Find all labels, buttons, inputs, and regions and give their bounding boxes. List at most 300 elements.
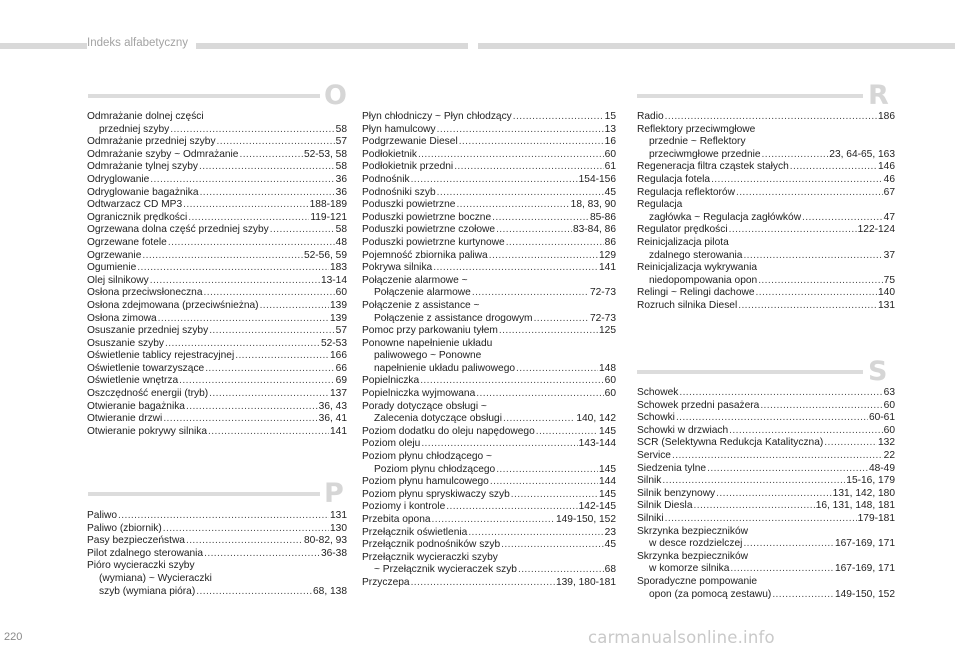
section-header-p [88, 478, 358, 509]
index-entry-pages: 141 [330, 425, 347, 437]
index-entry [362, 363, 616, 376]
index-entry-continuation: paliwowego ~ Ponowne [374, 350, 482, 362]
index-entry-label: Silnik Diesla [637, 500, 693, 512]
dot-leader [456, 199, 569, 212]
index-entry [87, 250, 347, 263]
index-entry [87, 548, 347, 561]
index-entry-label: opon (za pomocą zestawu) [649, 588, 772, 600]
index-entry [87, 212, 347, 225]
index-entry-label: niedopompowania opon [649, 274, 758, 286]
index-entry-label: Oświetlenie wnętrza [87, 375, 179, 387]
index-entry-label: Pojemność zbiornika paliwa [362, 249, 488, 261]
index-entry-heading: Poziom płynu chłodzącego ~ [362, 451, 492, 463]
dot-leader [662, 475, 845, 488]
index-entry-label: Rozruch silnika Diesel [637, 299, 738, 311]
dot-leader [707, 463, 868, 476]
index-entry-label: zdalnego sterowania [649, 249, 743, 261]
index-entry-label: SCR (Selektywna Redukcja Katalityczna) [637, 437, 824, 449]
index-entry-label: Poziom płynu hamulcowego [362, 476, 489, 488]
index-entry [637, 250, 895, 263]
index-entry [362, 124, 616, 137]
dot-leader [760, 400, 882, 413]
dot-leader [418, 149, 604, 162]
index-entry-pages: 80-82, 93 [303, 535, 347, 547]
dot-leader [511, 489, 598, 502]
index-entry-pages: 146 [878, 161, 895, 173]
index-entry-label: Otwieranie bagażnika [87, 400, 185, 412]
dot-leader [536, 426, 598, 439]
index-entry-pages: 186 [878, 111, 895, 122]
index-entry [87, 523, 347, 536]
index-entry-pages: 22 [883, 449, 895, 461]
index-entry-label: Otwieranie drzwi [87, 413, 163, 425]
dot-leader [205, 363, 334, 376]
index-entry-pages: 75 [883, 274, 895, 286]
index-entry-label: Poziom dodatku do oleju napędowego [362, 425, 535, 437]
index-column-r [637, 111, 895, 313]
index-entry [637, 387, 895, 400]
dot-leader [170, 124, 334, 137]
index-entry [362, 187, 616, 200]
dot-leader [420, 375, 603, 388]
index-entry [87, 161, 347, 174]
dot-leader [758, 275, 882, 288]
index-entry-pages: 36, 41 [318, 413, 347, 425]
index-entry-pages: 188-189 [309, 199, 347, 211]
section-header-r [637, 80, 897, 111]
index-entry-label: Podnośnik [362, 173, 410, 185]
index-entry-pages: 142-145 [578, 501, 616, 513]
index-entry-pages: 68, 138 [313, 585, 347, 597]
index-entry-label: Relingi ~ Relingi dachowe [637, 287, 755, 299]
index-entry-pages: 13 [604, 123, 616, 135]
index-entry [362, 174, 616, 187]
index-entry-label: napełnienie układu paliwowego [374, 362, 516, 374]
dot-leader [743, 538, 834, 551]
index-entry-label: Regulacja fotela [637, 173, 711, 185]
index-entry-pages: 85-86 [589, 211, 616, 223]
index-entry-label: Oświetlenie tablicy rejestracyjnej [87, 350, 235, 362]
index-entry-label: Popielniczka [362, 375, 420, 387]
index-entry-pages: 57 [335, 136, 347, 148]
index-entry [87, 375, 347, 388]
index-entry-pages: 52-53 [320, 337, 347, 349]
index-entry [362, 262, 616, 275]
index-entry [87, 287, 347, 300]
index-entry-pages: 166 [330, 350, 347, 362]
index-entry-pages: 66 [335, 362, 347, 374]
index-entry [637, 450, 895, 463]
index-entry-continuation: (wymiana) ~ Wycieraczki [99, 572, 212, 584]
index-entry [637, 161, 895, 174]
index-entry-pages: 125 [599, 325, 616, 337]
dot-leader [270, 224, 335, 237]
dot-leader [421, 438, 577, 451]
index-entry-heading: Porady dotyczące obsługi ~ [362, 400, 487, 412]
index-entry [637, 589, 895, 602]
index-entry-label: Odmrażanie szyby ~ Odmrażanie [87, 148, 239, 160]
index-entry-pages: 52-53, 58 [303, 148, 347, 160]
dot-leader [183, 199, 309, 212]
index-entry-pages: 67 [883, 186, 895, 198]
index-entry-label: Podgrzewanie Diesel [362, 136, 458, 148]
index-entry [87, 325, 347, 338]
index-entry-pages: 139 [330, 312, 347, 324]
index-entry-label: Połączenie z assistance drogowym [374, 312, 533, 324]
index-entry [362, 375, 616, 388]
dot-leader [672, 450, 883, 463]
index-entry [87, 363, 347, 376]
index-entry [362, 438, 616, 451]
index-entry [87, 237, 347, 250]
index-entry-pages: 45 [604, 186, 616, 198]
index-entry-label: Odryglowanie bagażnika [87, 186, 199, 198]
index-entry [362, 161, 616, 174]
dot-leader [693, 500, 814, 513]
index-column-p [87, 510, 347, 598]
index-entry-label: Otwieranie pokrywy silnika [87, 425, 208, 437]
index-entry [87, 313, 347, 326]
index-entry-pages: 23, 64-65, 163 [829, 148, 895, 160]
dot-leader [209, 388, 329, 401]
index-entry-label: Podłokietnik [362, 148, 417, 160]
index-entry-label: Popielniczka wyjmowana [362, 388, 476, 400]
index-entry-pages: 61 [604, 161, 616, 173]
index-entry [362, 149, 616, 162]
index-entry-label: Połączenie alarmowe [374, 287, 471, 299]
dot-leader [437, 124, 604, 137]
dot-leader [446, 501, 577, 514]
page-number: 220 [4, 631, 23, 643]
dot-leader [199, 161, 335, 174]
index-entry-label: Osłona przeciwsłoneczna [87, 287, 203, 299]
index-entry [637, 149, 895, 162]
dot-leader [150, 275, 320, 288]
index-entry-label: Ogrzewanie [87, 249, 142, 261]
index-entry [87, 338, 347, 351]
dot-leader [239, 149, 302, 162]
index-entry-pages: 140 [878, 287, 895, 299]
index-entry-pages: 131 [878, 299, 895, 311]
index-entry-pages: 60 [883, 399, 895, 411]
index-entry-label: Poduszki powietrzne boczne [362, 211, 492, 223]
index-entry-label: Siedzenia tylne [637, 462, 707, 474]
dot-leader [738, 300, 877, 313]
index-column-o [87, 111, 347, 438]
index-entry-pages: 143-144 [578, 438, 616, 450]
index-entry-pages: 179-181 [857, 512, 895, 524]
section-letter-r: R [868, 80, 889, 111]
index-entry [362, 388, 616, 401]
index-entry-label: w komorze silnika [649, 563, 730, 575]
index-entry [87, 149, 347, 162]
dot-leader [501, 539, 603, 552]
index-entry-pages: 132 [878, 437, 895, 449]
index-entry-pages: 60 [335, 287, 347, 299]
index-entry-label: Poduszki powietrzne [362, 199, 456, 211]
dot-leader [118, 510, 329, 523]
dot-leader [411, 174, 578, 187]
dot-leader [729, 224, 857, 237]
dot-leader [516, 363, 598, 376]
index-entry-pages: 48 [335, 236, 347, 248]
index-entry-pages: 154-156 [578, 173, 616, 185]
dot-leader [762, 149, 829, 162]
dot-leader [534, 313, 589, 326]
index-entry [362, 325, 616, 338]
index-entry-pages: 144 [599, 476, 616, 488]
index-entry [87, 124, 347, 137]
index-entry-heading: Pióro wycieraczki szyby [87, 560, 195, 572]
index-entry-pages: 37 [883, 249, 895, 261]
index-entry [362, 224, 616, 237]
index-entry [362, 514, 616, 527]
index-entry-heading: Reflektory przeciwmgłowe [637, 123, 756, 135]
index-entry [362, 426, 616, 439]
dot-leader [679, 387, 882, 400]
dot-leader [432, 514, 555, 527]
index-entry-label: Oszczędność energii (tryb) [87, 388, 209, 400]
index-entry-pages: 68 [604, 564, 616, 576]
index-entry [637, 400, 895, 413]
dot-leader [492, 212, 589, 225]
dot-leader [186, 401, 318, 414]
index-entry [637, 488, 895, 501]
dot-leader [454, 161, 603, 174]
index-entry [637, 412, 895, 425]
dot-leader [200, 187, 335, 200]
index-entry-pages: 167-169, 171 [834, 538, 895, 550]
index-entry [87, 426, 347, 439]
index-entry-label: Pasy bezpieczeństwa [87, 535, 185, 547]
index-entry-label: Pilot zdalnego sterowania [87, 547, 204, 559]
index-entry-label: Ogumienie [87, 262, 137, 274]
index-entry [637, 300, 895, 313]
index-entry-pages: 86 [604, 236, 616, 248]
dot-leader [208, 426, 329, 439]
dot-leader [496, 464, 598, 477]
dot-leader [729, 425, 883, 438]
index-entry [637, 538, 895, 551]
index-entry-label: Zalecenia dotyczące obsługi [374, 413, 502, 425]
dot-leader [217, 136, 335, 149]
index-entry-label: szyb (wymiana pióra) [99, 585, 196, 597]
index-entry [87, 275, 347, 288]
index-entry-label: Schowek przedni pasażera [637, 399, 760, 411]
index-entry-pages: 148 [599, 362, 616, 374]
page-header-title: Indeks alfabetyczny [87, 37, 196, 49]
index-entry [87, 586, 347, 599]
index-entry [87, 401, 347, 414]
dot-leader [518, 564, 604, 577]
index-entry [637, 224, 895, 237]
dot-leader [179, 375, 334, 388]
index-entry [637, 111, 895, 124]
index-entry-label: Przebita opona [362, 514, 431, 525]
section-letter-o: O [324, 80, 347, 111]
index-entry [637, 437, 895, 450]
index-entry [637, 275, 895, 288]
dot-leader [736, 187, 883, 200]
index-entry [87, 300, 347, 313]
index-entry-label: Płyn chłodniczy ~ Płyn chłodzący [362, 111, 512, 122]
index-entry-label: Odmrażanie przedniej szyby [87, 136, 216, 148]
index-entry-pages: 15-16, 179 [846, 475, 895, 487]
index-entry-label: Pomoc przy parkowaniu tyłem [362, 325, 498, 337]
index-entry [362, 476, 616, 489]
index-entry-pages: 58 [335, 123, 347, 135]
watermark: carmanualsonline.info [588, 628, 775, 647]
dot-leader [489, 250, 598, 263]
index-entry-label: Odtwarzacz CD MP3 [87, 199, 183, 211]
index-entry-heading: Skrzynka bezpieczników [637, 550, 748, 562]
dot-leader [711, 174, 883, 187]
index-entry-label: w desce rozdzielczej [649, 538, 743, 550]
index-entry [637, 287, 895, 300]
index-entry-label: Silnik benzynowy [637, 487, 716, 499]
dot-leader [209, 325, 334, 338]
index-entry-pages: 130 [330, 522, 347, 534]
index-entry [87, 187, 347, 200]
index-entry-label: Ogranicznik prędkości [87, 211, 188, 223]
index-entry-pages: 52-56, 59 [303, 249, 347, 261]
dot-leader [513, 111, 604, 124]
index-entry [362, 250, 616, 263]
index-entry-label: Przyczepa [362, 576, 410, 588]
dot-leader [503, 413, 575, 426]
index-entry-heading: Ponowne napełnienie układu [362, 337, 493, 349]
index-entry-pages: 72-73 [589, 287, 616, 299]
index-entry-label: Płyn hamulcowy [362, 123, 436, 135]
index-entry-pages: 149-150, 152 [834, 588, 895, 600]
dot-leader [506, 237, 604, 250]
dot-leader [716, 488, 832, 501]
index-entry-pages: 46 [883, 173, 895, 185]
index-entry-heading: Odmrażanie dolnej części [87, 111, 204, 122]
index-entry-label: Schowki [637, 412, 675, 424]
index-entry-pages: 36, 43 [318, 400, 347, 412]
dot-leader [665, 111, 877, 124]
dot-leader [186, 535, 303, 548]
index-entry-label: Osuszanie przedniej szyby [87, 325, 209, 337]
index-entry-pages: 18, 83, 90 [570, 199, 616, 211]
index-entry [87, 413, 347, 426]
dot-leader [824, 437, 877, 450]
dot-leader [756, 287, 877, 300]
index-entry-pages: 139, 180-181 [555, 576, 616, 588]
index-entry-heading: Reinicjalizacja wykrywania [637, 262, 758, 274]
dot-leader [476, 388, 603, 401]
index-entry-pages: 23 [604, 526, 616, 538]
index-entry-pages: 16, 131, 148, 181 [815, 500, 895, 512]
dot-leader [468, 527, 603, 540]
index-entry [87, 388, 347, 401]
index-entry-label: Service [637, 449, 671, 461]
dot-leader [168, 237, 335, 250]
dot-leader [790, 161, 877, 174]
index-entry-heading: Połączenie z assistance ~ [362, 299, 480, 311]
index-entry-pages: 145 [599, 488, 616, 500]
index-entry [637, 187, 895, 200]
index-entry-label: Poduszki powietrzne czołowe [362, 224, 496, 236]
dot-leader [196, 586, 312, 599]
dot-leader [665, 513, 857, 526]
index-entry-pages: 60 [883, 424, 895, 436]
index-entry [637, 513, 895, 526]
dot-leader [802, 212, 883, 225]
index-entry-label: Osuszanie szyby [87, 337, 165, 349]
index-entry-label: Silnik [637, 475, 662, 487]
index-column-s [637, 387, 895, 601]
index-entry-pages: 57 [335, 325, 347, 337]
dot-leader [163, 523, 329, 536]
index-entry-label: Poziom płynu chłodzącego [374, 463, 496, 475]
index-entry [637, 475, 895, 488]
index-entry [362, 136, 616, 149]
dot-leader [411, 577, 555, 590]
index-entry-pages: 60 [604, 148, 616, 160]
dot-leader [204, 287, 335, 300]
index-entry-label: Paliwo (zbiornik) [87, 522, 162, 534]
index-entry-label: Poziomy i kontrole [362, 501, 446, 513]
index-entry [87, 136, 347, 149]
index-entry [87, 224, 347, 237]
index-entry-pages: 183 [330, 262, 347, 274]
index-entry-label: przeciwmgłowe przednie [649, 148, 761, 160]
index-entry-label: Przełącznik podnośników szyb [362, 539, 501, 551]
section-header-o [88, 80, 358, 111]
index-entry-label: Oświetlenie towarzyszące [87, 362, 205, 374]
index-entry-pages: 15 [604, 111, 616, 122]
index-entry-continuation: przednie ~ Reflektory [649, 136, 746, 148]
index-entry [362, 313, 616, 326]
index-entry-label: Regulacja reflektorów [637, 186, 735, 198]
index-entry [362, 212, 616, 225]
index-entry-label: ~ Przełącznik wycieraczek szyb [374, 564, 517, 576]
dot-leader [499, 325, 598, 338]
index-entry-pages: 45 [604, 539, 616, 551]
dot-leader [137, 262, 329, 275]
index-entry-pages: 60-61 [868, 412, 895, 424]
index-entry-label: Schowek [637, 387, 679, 398]
dot-leader [188, 212, 309, 225]
index-entry [362, 237, 616, 250]
index-entry-pages: 122-124 [857, 224, 895, 236]
dot-leader [260, 300, 329, 313]
index-entry [362, 287, 616, 300]
dot-leader [204, 548, 320, 561]
index-entry-label: przedniej szyby [99, 123, 170, 135]
index-entry [362, 539, 616, 552]
dot-leader [150, 174, 334, 187]
index-entry [87, 174, 347, 187]
index-entry [637, 425, 895, 438]
index-entry-label: Poziom płynu spryskiwaczy szyb [362, 488, 510, 500]
index-entry-label: Osłona zimowa [87, 312, 157, 324]
index-entry [362, 199, 616, 212]
index-entry [362, 489, 616, 502]
index-entry-pages: 139 [330, 299, 347, 311]
dot-leader [459, 136, 604, 149]
index-entry-label: Ogrzewane fotele [87, 236, 167, 248]
index-entry-label: Poduszki powietrzne kurtynowe [362, 236, 505, 248]
index-entry-heading: Skrzynka bezpieczników [637, 525, 748, 537]
index-entry-pages: 145 [599, 425, 616, 437]
index-entry-heading: Regulacja [637, 199, 683, 211]
index-entry-label: Odryglowanie [87, 173, 150, 185]
index-entry-label: zagłówka ~ Regulacja zagłówków [649, 211, 802, 223]
index-entry [87, 262, 347, 275]
